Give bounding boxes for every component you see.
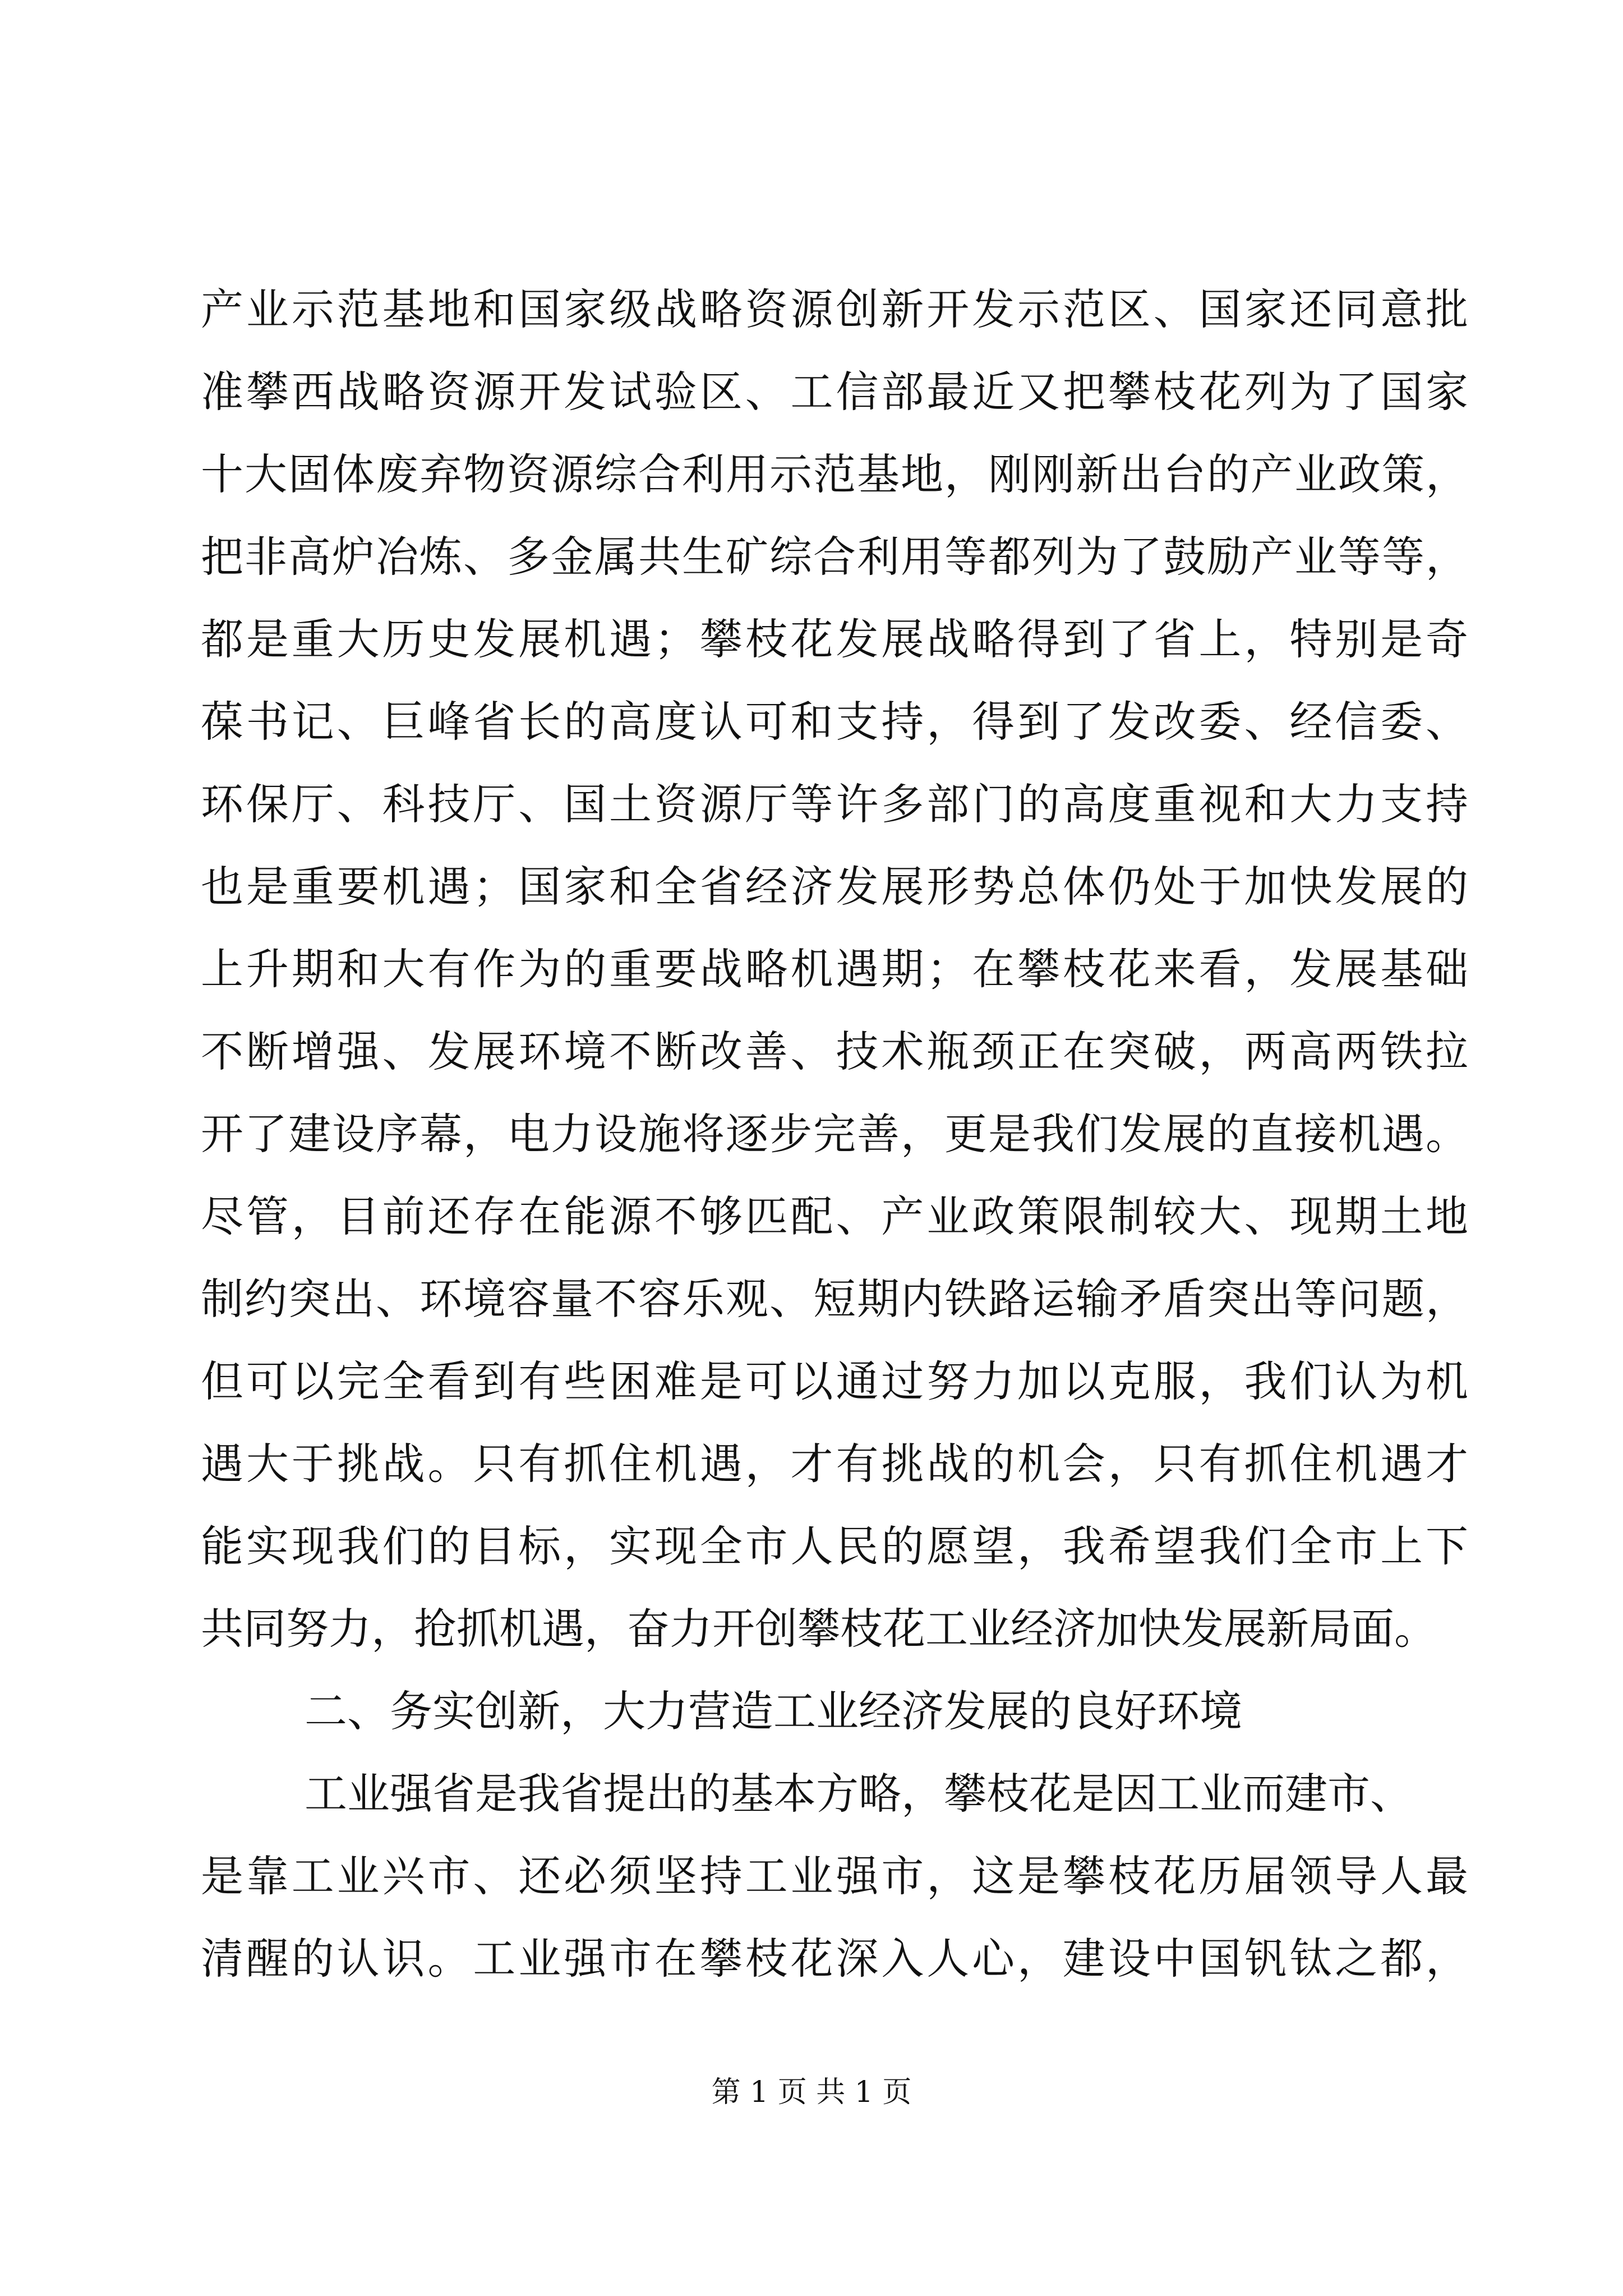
text-line: 清醒的认识。工业强市在攀枝花深入人心，建设中国钒钛之都，	[201, 1934, 1468, 1984]
page-footer: 第 1 页 共 1 页	[711, 2076, 912, 2109]
text-line: 不断增强、发展环境不断改善、技术瓶颈正在突破，两高两铁拉	[201, 1027, 1468, 1076]
document-body	[201, 268, 1468, 2000]
text-line: 遇大于挑战。只有抓住机遇，才有挑战的机会，只有抓住机遇才	[201, 1439, 1468, 1489]
text-line: 把非高炉冶炼、多金属共生矿综合利用等都列为了鼓励产业等等，	[201, 532, 1468, 582]
text-line: 制约突出、环境容量不容乐观、短期内铁路运输矛盾突出等问题，	[201, 1274, 1468, 1324]
text-line: 环保厅、科技厅、国土资源厅等许多部门的高度重视和大力支持	[201, 779, 1468, 829]
text-line: 产业示范基地和国家级战略资源创新开发示范区、国家还同意批	[201, 284, 1468, 334]
section-heading: 二、务实创新，大力营造工业经济发展的良好环境	[305, 1686, 1242, 1736]
text-line: 工业强省是我省提出的基本方略，攀枝花是因工业而建市、	[305, 1769, 1413, 1819]
text-line: 能实现我们的目标，实现全市人民的愿望，我希望我们全市上下	[201, 1521, 1468, 1571]
text-line: 开了建设序幕，电力设施将逐步完善，更是我们发展的直接机遇。	[201, 1109, 1468, 1159]
text-line: 都是重大历史发展机遇；攀枝花发展战略得到了省上，特别是奇	[201, 614, 1468, 664]
text-line: 共同努力，抢抓机遇，奋力开创攀枝花工业经济加快发展新局面。	[201, 1604, 1437, 1654]
text-line: 葆书记、巨峰省长的高度认可和支持，得到了发改委、经信委、	[201, 697, 1468, 747]
text-line: 上升期和大有作为的重要战略机遇期；在攀枝花来看，发展基础	[201, 944, 1468, 994]
text-line: 是靠工业兴市、还必须坚持工业强市，这是攀枝花历届领导人最	[201, 1851, 1468, 1901]
text-line: 准攀西战略资源开发试验区、工信部最近又把攀枝花列为了国家	[201, 367, 1468, 417]
text-line: 尽管，目前还存在能源不够匹配、产业政策限制较大、现期土地	[201, 1191, 1468, 1241]
text-line: 也是重要机遇；国家和全省经济发展形势总体仍处于加快发展的	[201, 862, 1468, 912]
text-line: 十大固体废弃物资源综合利用示范基地，刚刚新出台的产业政策，	[201, 449, 1468, 499]
text-line: 但可以完全看到有些困难是可以通过努力加以克服，我们认为机	[201, 1356, 1468, 1406]
